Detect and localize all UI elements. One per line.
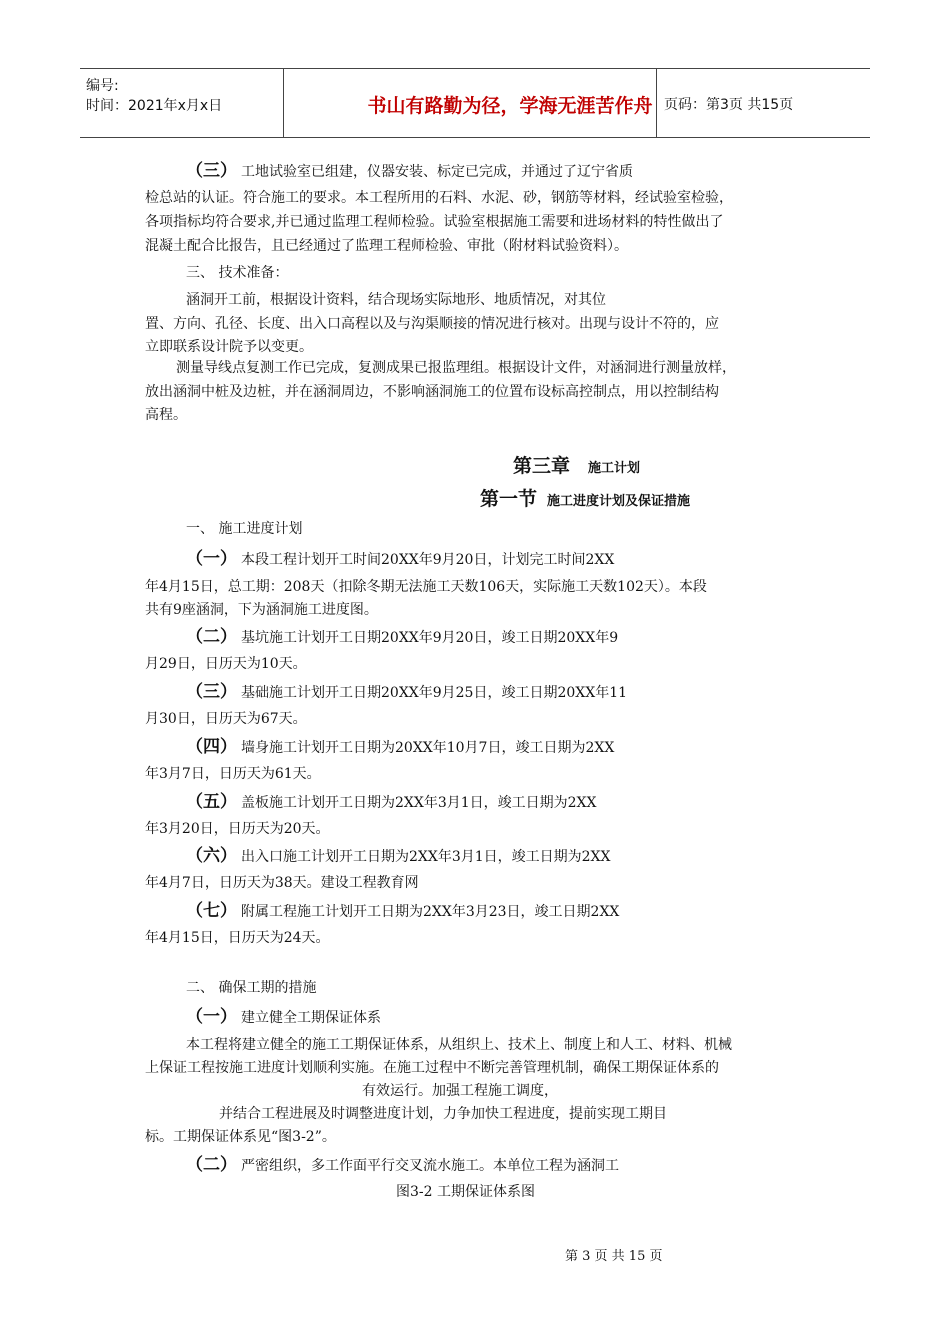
item-number: （二） (186, 1155, 237, 1175)
header-page-label: 页码：第3页 共15页 (664, 97, 794, 113)
item-number: （七） (186, 901, 237, 921)
schedule-item-line: 年4月15日，总工期：208天（扣除冬期无法施工天数106天，实际施工天数102天）。本段 (145, 579, 707, 595)
item-number: （四） (186, 737, 237, 757)
measures-line: 标。工期保证体系见“图3-2”。 (145, 1129, 336, 1145)
chapter-title: 第三章 施工计划 (513, 455, 641, 477)
measures-subheading: （一） 建立健全工期保证体系 (186, 1007, 381, 1027)
figure-caption: 图3-2 工期保证体系图 (396, 1184, 535, 1200)
page-header (80, 68, 870, 138)
tech-prep-line: 高程。 (145, 407, 187, 423)
materials-line: 各项指标均符合要求,并已通过监理工程师检验。试验室根据施工需要和进场材料的特性做出了 (145, 214, 724, 230)
schedule-item-line: （二） 基坑施工计划开工日期20XX年9月20日，竣工日期20XX年9 (186, 627, 619, 647)
tech-prep-line: 涵洞开工前，根据设计资料，结合现场实际地形、地质情况，对其位 (186, 292, 606, 308)
item-number: （三） (186, 682, 237, 702)
tech-prep-line: 置、方向、孔径、长度、出入口高程以及与沟渠顺接的情况进行核对。出现与设计不符的，应 (145, 316, 719, 332)
item-number: （二） (186, 627, 237, 647)
schedule-item-line: （五） 盖板施工计划开工日期为2XX年3月1日，竣工日期为2XX (186, 792, 597, 812)
header-info-cell (80, 69, 283, 137)
schedule-item-line: （一） 本段工程计划开工时间20XX年9月20日，计划完工时间2XX (186, 549, 615, 569)
tech-prep-line: 测量导线点复测工作已完成，复测成果已报监理组。根据设计文件，对涵洞进行测量放样， (176, 360, 736, 376)
measures-line: 并结合工程进展及时调整进度计划，力争加快工程进度，提前实现工期目 (219, 1106, 667, 1122)
item-number: （一） (186, 1007, 237, 1027)
tech-prep-heading: 三、 技术准备： (186, 265, 289, 281)
serial-label: 编号: (86, 78, 119, 94)
schedule-heading: 一、 施工进度计划 (186, 521, 303, 537)
schedule-item-line: 月30日，日历天为67天。 (145, 711, 307, 727)
schedule-item-line: 年4月7日，日历天为38天。建设工程教育网 (145, 875, 419, 891)
schedule-item-line: 共有9座涵洞，下为涵洞施工进度图。 (145, 602, 378, 618)
measures-heading: 二、 确保工期的措施 (186, 980, 317, 996)
schedule-item-line: （六） 出入口施工计划开工日期为2XX年3月1日，竣工日期为2XX (186, 846, 611, 866)
schedule-item-line: （四） 墙身施工计划开工日期为20XX年10月7日，竣工日期为2XX (186, 737, 615, 757)
schedule-item-line: 年4月15日，日历天为24天。 (145, 930, 330, 946)
measures-line: （二） 严密组织，多工作面平行交叉流水施工。本单位工程为涵洞工 (186, 1155, 619, 1175)
schedule-item-line: 月29日，日历天为10天。 (145, 656, 307, 672)
schedule-item-line: 年3月7日，日历天为61天。 (145, 766, 321, 782)
page-footer: 第 3 页 共 15 页 (565, 1249, 663, 1264)
schedule-item-line: （七） 附属工程施工计划开工日期为2XX年3月23日，竣工日期2XX (186, 901, 620, 921)
schedule-item-line: （三） 基础施工计划开工日期20XX年9月25日，竣工日期20XX年11 (186, 682, 628, 702)
tech-prep-line: 立即联系设计院予以变更。 (145, 339, 313, 355)
item-number: （一） (186, 549, 237, 569)
item-number: （三） (186, 161, 237, 181)
tech-prep-line: 放出涵洞中桩及边桩，并在涵洞周边，不影响涵洞施工的位置布设标高控制点，用以控制结构 (145, 384, 719, 400)
time-label: 时间：2021年x月x日 (86, 98, 223, 114)
section-title: 第一节 施工进度计划及保证措施 (480, 488, 691, 510)
schedule-item-line: 年3月20日，日历天为20天。 (145, 821, 330, 837)
header-motto: 书山有路勤为径，学海无涯苦作舟 (367, 95, 653, 117)
header-divider (656, 69, 657, 137)
measures-line: 上保证工程按施工进度计划顺利实施。在施工过程中不断完善管理机制，确保工期保证体系的 (145, 1060, 719, 1076)
materials-line: 检总站的认证。符合施工的要求。本工程所用的石料、水泥、砂，钢筋等材料，经试验室检验， (145, 190, 733, 206)
measures-line: 本工程将建立健全的施工工期保证体系，从组织上、技术上、制度上和人工、材料、机械 (186, 1037, 732, 1053)
materials-line: 混凝土配合比报告，且已经通过了监理工程师检验、审批（附材料试验资料）。 (145, 238, 628, 254)
item-number: （六） (186, 846, 237, 866)
materials-line: （三） 工地试验室已组建，仪器安装、标定已完成，并通过了辽宁省质 (186, 161, 633, 181)
item-number: （五） (186, 792, 237, 812)
measures-line: 有效运行。加强工程施工调度， (362, 1083, 558, 1099)
